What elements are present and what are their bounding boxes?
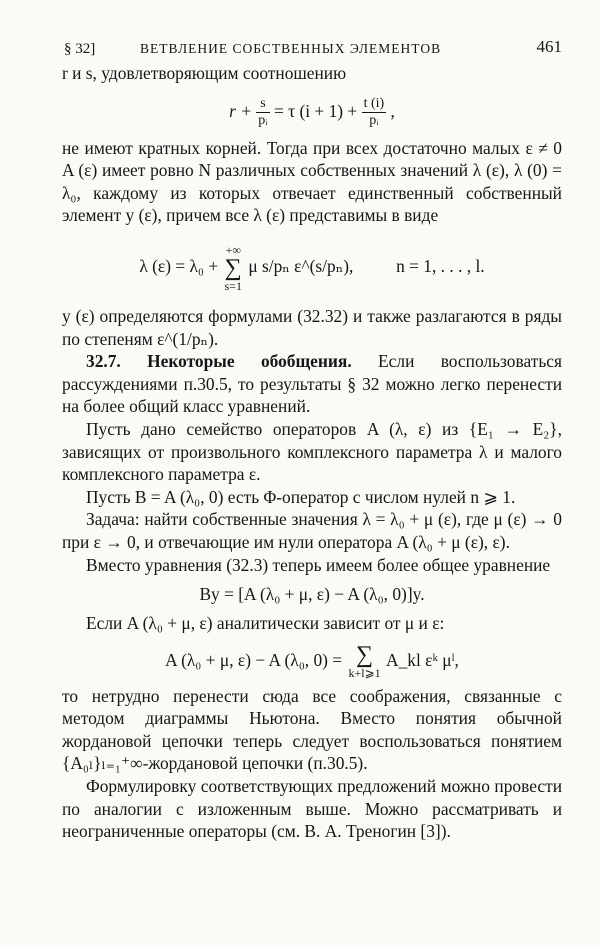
formula-2-term: μ s/pₙ ε^(s/pₙ),	[248, 255, 354, 276]
paragraph-4-text: Если воспользоваться рассуждениями п.30.5, то результаты § 32 можно легко перенести на более общий класс уравнений.	[62, 351, 562, 417]
paragraph-4	[62, 350, 562, 418]
formula-1-frac-2	[362, 96, 387, 129]
paragraph-11: Формулировку соответствующих предложений можно провести по аналогии с изложенным выше. Можно рассматривать и неограниченные операторы (см. В. А. Треногин [3]).	[62, 776, 562, 842]
frac-2-num: t (i)	[363, 96, 385, 112]
frac-1-num: s	[256, 96, 269, 113]
page-number: 461	[536, 37, 562, 56]
sum-bottom: k+l⩾1	[348, 665, 381, 680]
running-title: ВЕТВЛЕНИЕ СОБСТВЕННЫХ ЭЛЕМЕНТОВ	[140, 41, 442, 56]
frac-2-den: pᵢ	[369, 113, 379, 129]
paragraph-5: Пусть дано семейство операторов A (λ, ε) из {E₁ → E₂}, зависящих от произвольного комплексного параметра λ и малого комплексного параметра ε.	[62, 418, 562, 485]
formula-1-middle: = τ (i + 1) +	[273, 100, 358, 121]
sum-top: +∞	[225, 242, 241, 257]
section-ref: § 32]	[64, 41, 96, 57]
page	[62, 34, 562, 843]
formula-4-term: A_kl εᵏ μˡ,	[386, 649, 459, 670]
paragraph-10: то нетрудно перенести сюда все соображения, связанные с методом диаграммы Ньютона. Вместо понятия обычной жордановой цепочки теперь следует воспользоваться понятием {A₀ₗ}ₗ₌₁⁺∞-жордановой цепочки (п.30.5).	[62, 685, 562, 774]
paragraph-9: Если A (λ₀ + μ, ε) аналитически зависит от μ и ε:	[86, 613, 445, 634]
paragraph-1: r и s, удовлетворяющим соотношению	[62, 63, 347, 83]
formula-2-lhs: λ (ε) = λ₀ +	[139, 255, 219, 276]
formula-1-lhs: r +	[229, 100, 252, 121]
sigma-icon: ∑	[355, 641, 374, 668]
formula-2	[62, 233, 562, 299]
subsection-heading: 32.7. Некоторые обобщения.	[86, 351, 352, 372]
paragraph-8: Вместо уравнения (32.3) теперь имеем более общее уравнение	[86, 554, 551, 575]
formula-1	[62, 89, 562, 133]
sum-bottom: s=1	[224, 278, 242, 293]
sigma-icon: ∑	[224, 254, 242, 281]
running-header	[62, 34, 562, 62]
formula-3: By = [A (λ₀ + μ, ε) − A (λ₀, 0)]y.	[199, 584, 425, 605]
paragraph-7: Задача: найти собственные значения λ = λ₀ + μ (ε), где μ (ε) → 0 при ε → 0, и отвечающие им нули оператора A (λ₀ + μ (ε), ε).	[62, 509, 562, 552]
formula-4	[62, 639, 562, 681]
formula-4-lhs: A (λ₀ + μ, ε) − A (λ₀, 0) =	[165, 649, 343, 670]
paragraph-2: не имеют кратных корней. Тогда при всех достаточно малых ε ≠ 0 A (ε) имеет ровно N различных собственных значений λ (ε), λ (0) = λ₀, каждому из которых отвечает единственный собственный элемент y (ε), причем все λ (ε) представимы в виде	[62, 137, 562, 226]
formula-2-sum	[225, 243, 242, 293]
paragraph-3: y (ε) определяются формулами (32.32) и также разлагаются в ряды по степеням ε^(1/pₙ).	[62, 305, 562, 349]
formula-1-frac-1	[256, 96, 269, 129]
frac-1-den: pᵢ	[258, 113, 268, 129]
paragraph-6: Пусть B = A (λ₀, 0) есть Φ-оператор с числом нулей n ⩾ 1.	[86, 486, 516, 507]
formula-4-sum	[348, 641, 381, 680]
formula-1-tail: ,	[390, 100, 395, 121]
formula-2-range: n = 1, . . . , l.	[396, 255, 485, 276]
